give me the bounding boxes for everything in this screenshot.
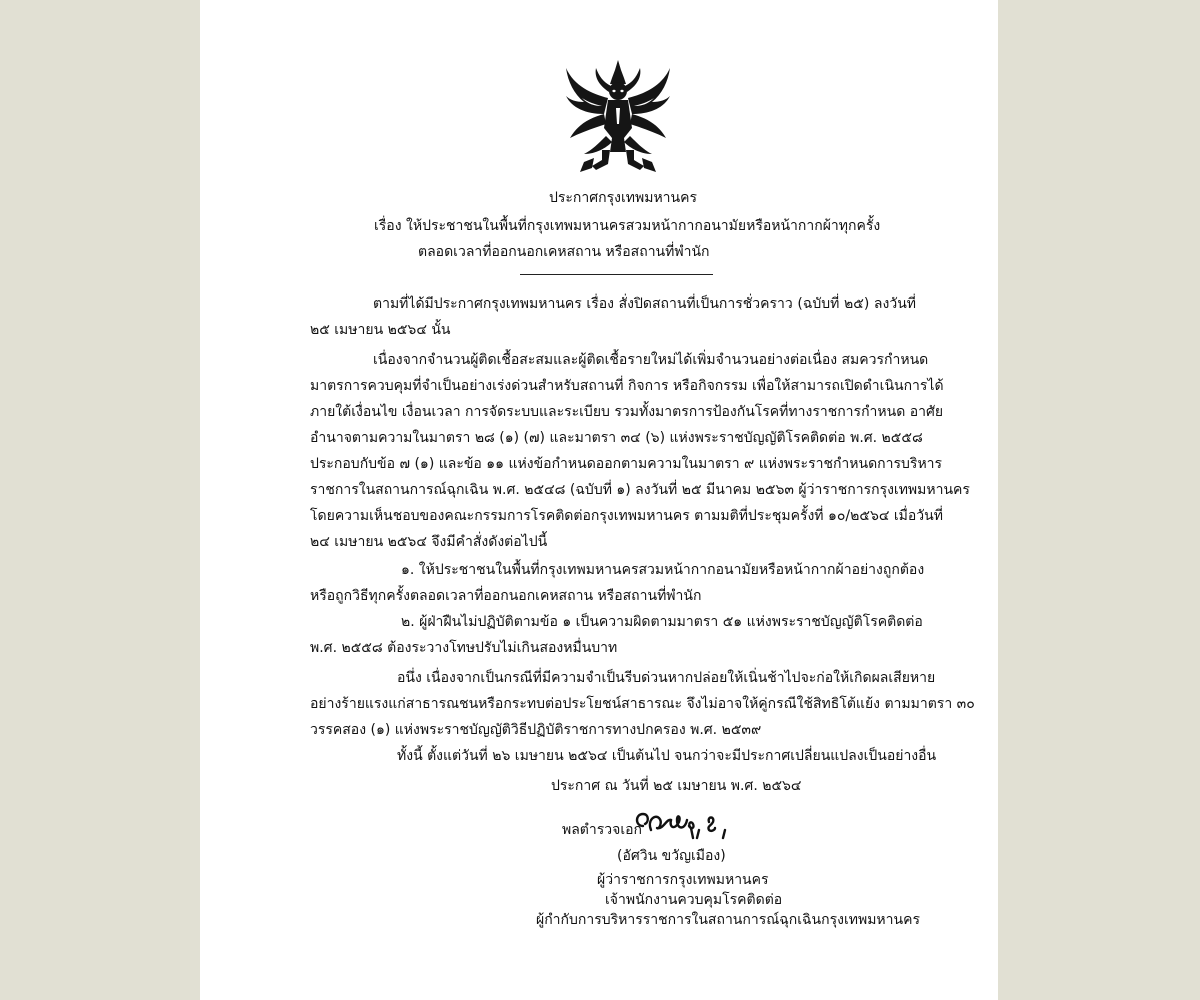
document-title: ประกาศกรุงเทพมหานคร: [549, 190, 697, 206]
signer-position-1: ผู้ว่าราชการกรุงเทพมหานคร: [597, 872, 769, 888]
subject-line-1: เรื่อง ให้ประชาชนในพื้นที่กรุงเทพมหานครสวมหน้ากากอนามัยหรือหน้ากากผ้าทุกครั้ง: [374, 218, 881, 234]
paragraph-1-line-2: ๒๕ เมษายน ๒๕๖๔ นั้น: [310, 322, 451, 338]
title-divider: [520, 274, 713, 275]
paragraph-2-line-3: ภายใต้เงื่อนไข เงื่อนเวลา การจัดระบบและระเบียบ รวมทั้งมาตรการป้องกันโรคที่ทางราชการกำหนด อาศัย: [310, 404, 944, 420]
item-2-line-2: พ.ศ. ๒๕๕๘ ต้องระวางโทษปรับไม่เกินสองหมื่นบาท: [310, 640, 618, 656]
paragraph-2-line-5: ประกอบกับข้อ ๗ (๑) และข้อ ๑๑ แห่งข้อกำหนดออกตามความในมาตรา ๙ แห่งพระราชกำหนดการบริหาร: [310, 456, 943, 472]
signer-position-3: ผู้กำกับการบริหารราชการในสถานการณ์ฉุกเฉินกรุงเทพมหานคร: [536, 912, 920, 928]
subject-line-2: ตลอดเวลาที่ออกนอกเคหสถาน หรือสถานที่พำนัก: [418, 244, 710, 260]
paragraph-4: ทั้งนี้ ตั้งแต่วันที่ ๒๖ เมษายน ๒๕๖๔ เป็นต้นไป จนกว่าจะมีประกาศเปลี่ยนแปลงเป็นอย่างอื่น: [397, 748, 937, 764]
paragraph-3-line-3: วรรคสอง (๑) แห่งพระราชบัญญัติวิธีปฏิบัติราชการทางปกครอง พ.ศ. ๒๕๓๙: [310, 722, 762, 738]
paragraph-2-line-6: ราชการในสถานการณ์ฉุกเฉิน พ.ศ. ๒๕๔๘ (ฉบับที่ ๑) ลงวันที่ ๒๕ มีนาคม ๒๕๖๓ ผู้ว่าราชการกรุงเทพมหานคร: [310, 482, 970, 498]
signer-name: (อัศวิน ขวัญเมือง): [617, 848, 726, 864]
signer-position-2: เจ้าพนักงานควบคุมโรคติดต่อ: [605, 892, 783, 908]
paragraph-1-line-1: ตามที่ได้มีประกาศกรุงเทพมหานคร เรื่อง สั่งปิดสถานที่เป็นการชั่วคราว (ฉบับที่ ๒๕) ลงวันที่: [373, 296, 916, 312]
garuda-emblem-icon: [562, 58, 674, 174]
paragraph-3-line-2: อย่างร้ายแรงแก่สาธารณชนหรือกระทบต่อประโยชน์สาธารณะ จึงไม่อาจให้คู่กรณีใช้สิทธิโต้แย้ง ตามมาตรา ๓๐: [310, 696, 975, 712]
handwritten-signature-icon: [633, 808, 743, 840]
document-page: [200, 0, 998, 1000]
item-1-line-2: หรือถูกวิธีทุกครั้งตลอดเวลาที่ออกนอกเคหสถาน หรือสถานที่พำนัก: [310, 588, 702, 604]
signer-rank: พลตำรวจเอก: [562, 822, 643, 838]
item-2-line-1: ๒. ผู้ฝ่าฝืนไม่ปฏิบัติตามข้อ ๑ เป็นความผิดตามมาตรา ๕๑ แห่งพระราชบัญญัติโรคติดต่อ: [401, 614, 923, 630]
announcement-date: ประกาศ ณ วันที่ ๒๕ เมษายน พ.ศ. ๒๕๖๔: [551, 778, 802, 794]
paragraph-2-line-8: ๒๔ เมษายน ๒๕๖๔ จึงมีคำสั่งดังต่อไปนี้: [310, 534, 548, 550]
item-1-line-1: ๑. ให้ประชาชนในพื้นที่กรุงเทพมหานครสวมหน้ากากอนามัยหรือหน้ากากผ้าอย่างถูกต้อง: [401, 562, 925, 578]
paragraph-2-line-7: โดยความเห็นชอบของคณะกรรมการโรคติดต่อกรุงเทพมหานคร ตามมติที่ประชุมครั้งที่ ๑๐/๒๕๖๔ เมื่อวันที่: [310, 508, 943, 524]
paragraph-3-line-1: อนึ่ง เนื่องจากเป็นกรณีที่มีความจำเป็นรีบด่วนหากปล่อยให้เนิ่นช้าไปจะก่อให้เกิดผลเสียหาย: [397, 670, 936, 686]
paragraph-2-line-4: อำนาจตามความในมาตรา ๒๘ (๑) (๗) และมาตรา ๓๔ (๖) แห่งพระราชบัญญัติโรคติดต่อ พ.ศ. ๒๕๕๘: [310, 430, 923, 446]
paragraph-2-line-2: มาตรการควบคุมที่จำเป็นอย่างเร่งด่วนสำหรับสถานที่ กิจการ หรือกิจกรรม เพื่อให้สามารถเปิดดำเนินการได้: [310, 378, 944, 394]
paragraph-2-line-1: เนื่องจากจำนวนผู้ติดเชื้อสะสมและผู้ติดเชื้อรายใหม่ได้เพิ่มจำนวนอย่างต่อเนื่อง สมควรกำหนด: [373, 352, 929, 368]
